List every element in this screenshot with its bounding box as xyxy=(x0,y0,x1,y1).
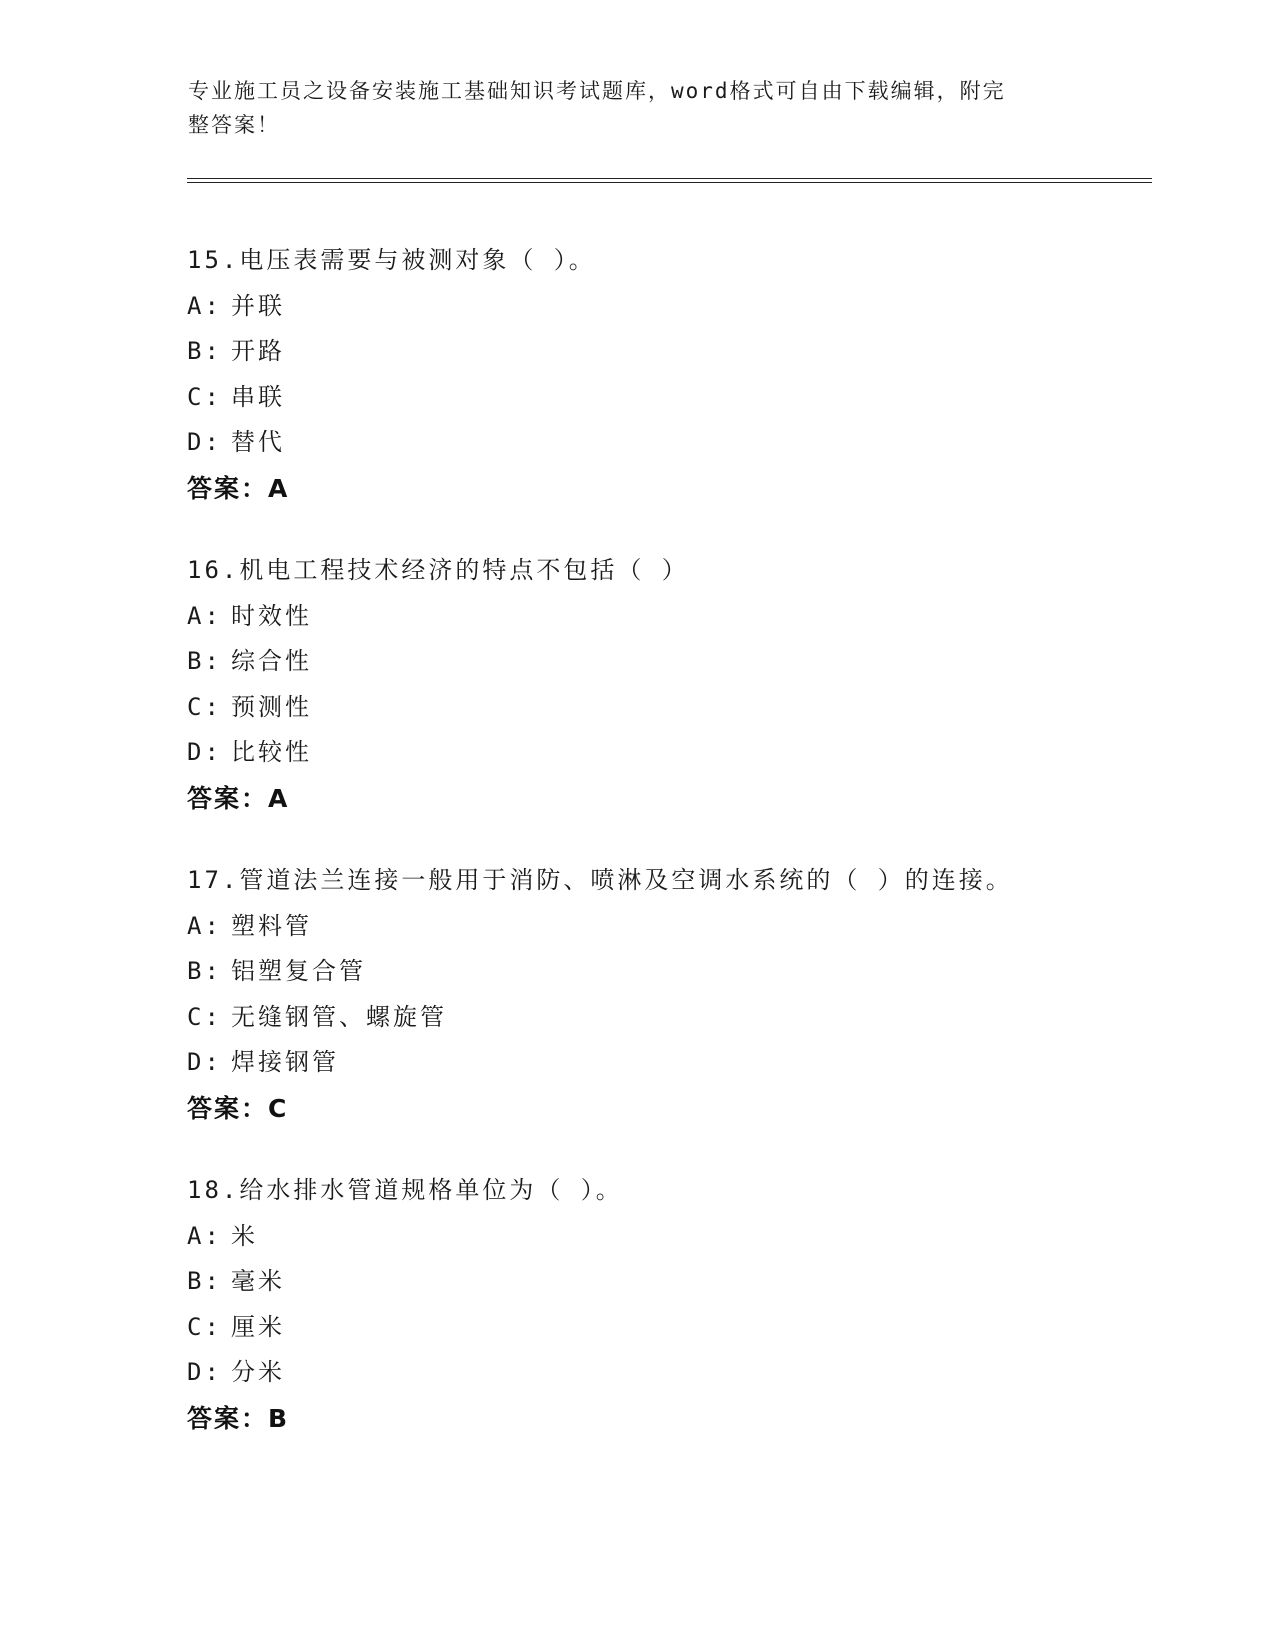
header-divider-top xyxy=(187,178,1152,179)
question-list xyxy=(187,238,1147,1478)
option-letter: A: xyxy=(187,1221,222,1250)
option-text: 综合性 xyxy=(231,647,312,675)
option-text: 毫米 xyxy=(231,1267,285,1295)
option-d xyxy=(187,1350,1147,1396)
option-a xyxy=(187,284,1147,330)
answer-line: 答案：B xyxy=(187,1403,290,1433)
option-letter: D: xyxy=(187,1048,222,1076)
option-text: 开路 xyxy=(231,337,285,365)
option-letter: B: xyxy=(187,647,222,675)
header-line-2: 整答案！ xyxy=(188,113,280,137)
option-text: 并联 xyxy=(231,291,285,320)
question-17 xyxy=(187,858,1147,1131)
option-c xyxy=(187,375,1147,421)
option-a xyxy=(187,904,1147,950)
document-header xyxy=(188,74,1068,142)
option-text: 焊接钢管 xyxy=(231,1048,339,1076)
option-letter: C: xyxy=(187,382,222,411)
option-letter: D: xyxy=(187,738,222,766)
question-stem: 15.电压表需要与被测对象（ ）。 xyxy=(187,246,596,274)
option-c xyxy=(187,995,1147,1041)
answer-line: 答案：A xyxy=(187,783,290,813)
option-b xyxy=(187,639,1147,685)
option-d xyxy=(187,730,1147,776)
header-divider-bottom xyxy=(187,182,1152,183)
option-text: 米 xyxy=(231,1221,258,1250)
option-letter: D: xyxy=(187,428,222,456)
option-b xyxy=(187,949,1147,995)
option-letter: A: xyxy=(187,291,222,320)
option-letter: C: xyxy=(187,1002,222,1031)
option-b xyxy=(187,1259,1147,1305)
option-letter: B: xyxy=(187,957,222,985)
answer-line: 答案：C xyxy=(187,1093,289,1123)
option-c xyxy=(187,685,1147,731)
option-letter: B: xyxy=(187,337,222,365)
question-stem: 16.机电工程技术经济的特点不包括（ ） xyxy=(187,556,689,584)
option-letter: A: xyxy=(187,601,222,630)
answer-line: 答案：A xyxy=(187,473,290,503)
question-18 xyxy=(187,1168,1147,1441)
option-text: 无缝钢管、螺旋管 xyxy=(231,1002,447,1031)
option-letter: C: xyxy=(187,1312,222,1341)
option-text: 塑料管 xyxy=(231,911,312,940)
header-line-1: 专业施工员之设备安装施工基础知识考试题库，word格式可自由下载编辑，附完 xyxy=(188,79,1006,103)
option-letter: D: xyxy=(187,1358,222,1386)
question-16 xyxy=(187,548,1147,821)
option-a xyxy=(187,1214,1147,1260)
option-c xyxy=(187,1305,1147,1351)
option-a xyxy=(187,594,1147,640)
option-letter: C: xyxy=(187,692,222,721)
option-letter: A: xyxy=(187,911,222,940)
question-stem: 17.管道法兰连接一般用于消防、喷淋及空调水系统的（ ）的连接。 xyxy=(187,866,1013,894)
option-text: 铝塑复合管 xyxy=(231,957,366,985)
option-text: 比较性 xyxy=(231,738,312,766)
option-text: 预测性 xyxy=(231,692,312,721)
option-d xyxy=(187,1040,1147,1086)
question-stem: 18.给水排水管道规格单位为（ ）。 xyxy=(187,1176,623,1204)
option-text: 厘米 xyxy=(231,1312,285,1341)
option-b xyxy=(187,329,1147,375)
option-d xyxy=(187,420,1147,466)
option-text: 串联 xyxy=(231,382,285,411)
question-15 xyxy=(187,238,1147,511)
option-text: 时效性 xyxy=(231,601,312,630)
option-text: 替代 xyxy=(231,428,285,456)
option-letter: B: xyxy=(187,1267,222,1295)
option-text: 分米 xyxy=(231,1358,285,1386)
